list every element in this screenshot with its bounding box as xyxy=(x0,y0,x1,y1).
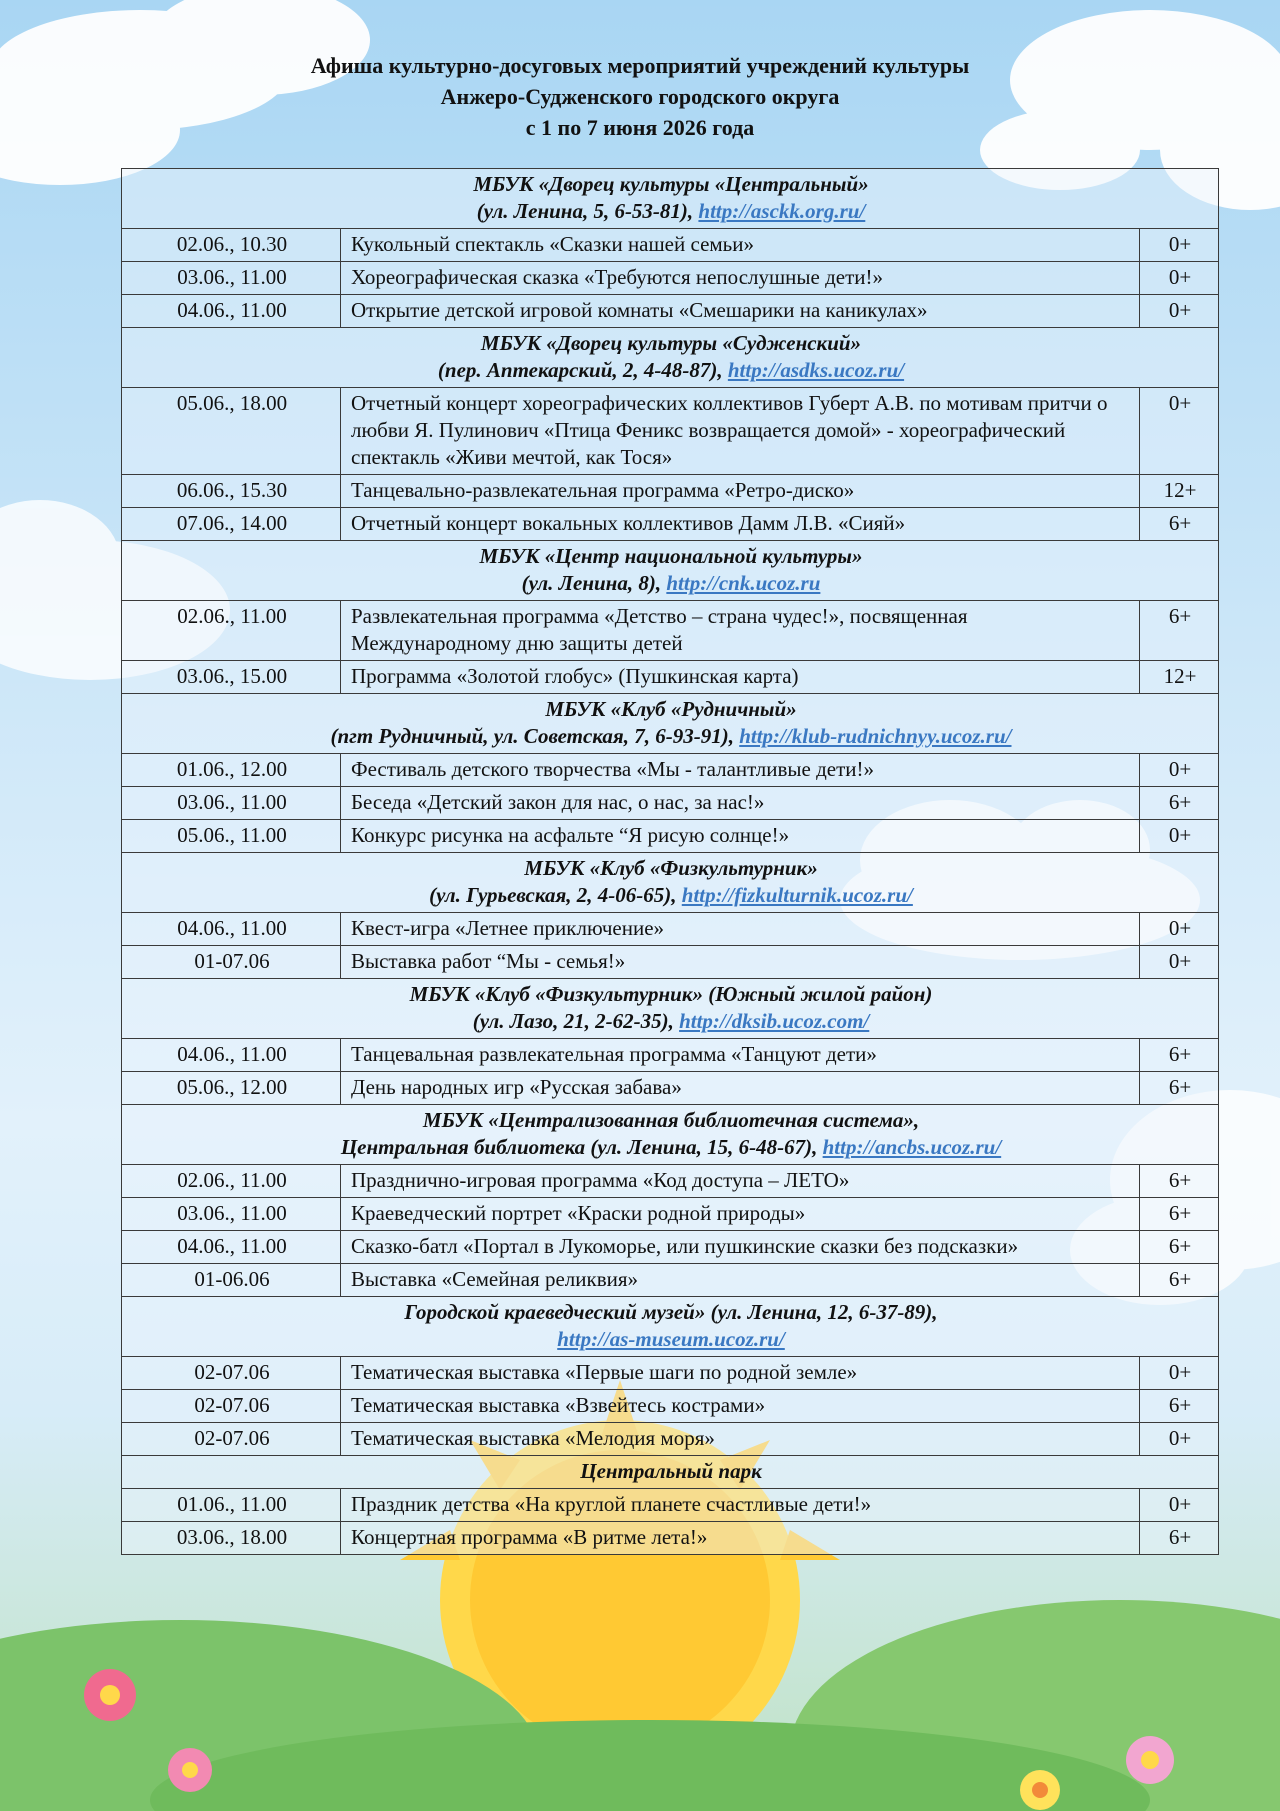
event-age-rating: 0+ xyxy=(1140,820,1219,853)
event-row xyxy=(122,1489,1219,1522)
section-link[interactable]: http://asckk.org.ru/ xyxy=(698,199,866,223)
event-date: 03.06., 18.00 xyxy=(122,1522,341,1555)
event-row xyxy=(122,601,1219,661)
event-title: Хореографическая сказка «Требуются непослушные дети!» xyxy=(341,262,1140,295)
section-address: Центральная библиотека (ул. Ленина, 15, 6-48-67), xyxy=(340,1135,818,1159)
event-date: 04.06., 11.00 xyxy=(122,1039,341,1072)
section-address: (пер. Аптекарский, 2, 4-48-87), xyxy=(437,358,723,382)
event-age-rating: 6+ xyxy=(1140,787,1219,820)
event-title: Танцевально-развлекательная программа «Ретро-диско» xyxy=(341,475,1140,508)
section-link[interactable]: http://as-museum.ucoz.ru/ xyxy=(557,1327,785,1351)
event-row xyxy=(122,820,1219,853)
event-row xyxy=(122,1039,1219,1072)
section-link[interactable]: http://cnk.ucoz.ru xyxy=(666,571,821,595)
event-row xyxy=(122,787,1219,820)
section-header-row xyxy=(122,694,1219,754)
section-header-row xyxy=(122,169,1219,229)
event-title: Развлекательная программа «Детство – страна чудес!», посвященная Международному дню защиты детей xyxy=(341,601,1140,661)
section-header xyxy=(122,853,1219,913)
event-date: 02-07.06 xyxy=(122,1423,341,1456)
event-date: 01-06.06 xyxy=(122,1264,341,1297)
section-title: Центральный парк xyxy=(580,1459,762,1483)
event-row xyxy=(122,754,1219,787)
event-date: 04.06., 11.00 xyxy=(122,1231,341,1264)
event-title: Беседа «Детский закон для нас, о нас, за нас!» xyxy=(341,787,1140,820)
event-age-rating: 6+ xyxy=(1140,508,1219,541)
section-header xyxy=(122,1105,1219,1165)
event-age-rating: 0+ xyxy=(1140,1423,1219,1456)
event-row xyxy=(122,946,1219,979)
event-date: 01.06., 11.00 xyxy=(122,1489,341,1522)
section-header-row xyxy=(122,1105,1219,1165)
event-row xyxy=(122,1357,1219,1390)
event-row xyxy=(122,508,1219,541)
events-table xyxy=(121,168,1219,1555)
section-header xyxy=(122,169,1219,229)
event-title: Конкурс рисунка на асфальте “Я рисую солнце!» xyxy=(341,820,1140,853)
event-title: Фестиваль детского творчества «Мы - талантливые дети!» xyxy=(341,754,1140,787)
header-title: Афиша культурно-досуговых мероприятий учреждений культуры xyxy=(310,53,970,78)
event-age-rating: 6+ xyxy=(1140,1264,1219,1297)
event-age-rating: 0+ xyxy=(1140,262,1219,295)
header-subtitle: Анжеро-Судженского городского округа xyxy=(440,84,840,109)
event-date: 05.06., 11.00 xyxy=(122,820,341,853)
event-age-rating: 6+ xyxy=(1140,1072,1219,1105)
event-row xyxy=(122,1264,1219,1297)
event-row xyxy=(122,661,1219,694)
event-row xyxy=(122,1165,1219,1198)
event-title: Кукольный спектакль «Сказки нашей семьи» xyxy=(341,229,1140,262)
event-title: Празднично-игровая программа «Код доступа – ЛЕТО» xyxy=(341,1165,1140,1198)
event-row xyxy=(122,1231,1219,1264)
event-title: День народных игр «Русская забава» xyxy=(341,1072,1140,1105)
section-header-row xyxy=(122,1297,1219,1357)
event-age-rating: 0+ xyxy=(1140,1357,1219,1390)
event-title: Выставка работ “Мы - семья!» xyxy=(341,946,1140,979)
section-title: МБУК «Клуб «Физкультурник» xyxy=(524,856,818,880)
event-title: Квест-игра «Летнее приключение» xyxy=(341,913,1140,946)
event-date: 07.06., 14.00 xyxy=(122,508,341,541)
section-header xyxy=(122,694,1219,754)
section-address: (ул. Гурьевская, 2, 4-06-65), xyxy=(429,883,677,907)
event-age-rating: 6+ xyxy=(1140,1231,1219,1264)
event-date: 04.06., 11.00 xyxy=(122,913,341,946)
section-address: (ул. Ленина, 5, 6-53-81), xyxy=(476,199,694,223)
event-age-rating: 0+ xyxy=(1140,754,1219,787)
section-title: МБУК «Клуб «Физкультурник» (Южный жилой район) xyxy=(409,982,933,1006)
section-link[interactable]: http://fizkulturnik.ucoz.ru/ xyxy=(681,883,913,907)
section-header-row xyxy=(122,1456,1219,1489)
event-row xyxy=(122,1198,1219,1231)
event-title: Тематическая выставка «Взвейтесь кострами» xyxy=(341,1390,1140,1423)
event-age-rating: 12+ xyxy=(1140,475,1219,508)
event-title: Праздник детства «На круглой планете счастливые дети!» xyxy=(341,1489,1140,1522)
section-link[interactable]: http://ancbs.ucoz.ru/ xyxy=(822,1135,1002,1159)
event-title: Концертная программа «В ритме лета!» xyxy=(341,1522,1140,1555)
event-date: 03.06., 11.00 xyxy=(122,262,341,295)
section-link[interactable]: http://asdks.ucoz.ru/ xyxy=(727,358,905,382)
section-title: МБУК «Дворец культуры «Судженский» xyxy=(480,331,862,355)
event-title: Краеведческий портрет «Краски родной природы» xyxy=(341,1198,1140,1231)
event-age-rating: 0+ xyxy=(1140,1489,1219,1522)
event-row xyxy=(122,1390,1219,1423)
event-age-rating: 0+ xyxy=(1140,946,1219,979)
event-age-rating: 6+ xyxy=(1140,601,1219,661)
section-header xyxy=(122,1297,1219,1357)
section-header-row xyxy=(122,328,1219,388)
event-date: 01.06., 12.00 xyxy=(122,754,341,787)
event-date: 03.06., 11.00 xyxy=(122,787,341,820)
event-date: 02.06., 11.00 xyxy=(122,1165,341,1198)
event-title: Танцевальная развлекательная программа «Танцуют дети» xyxy=(341,1039,1140,1072)
event-row xyxy=(122,388,1219,475)
section-header-row xyxy=(122,853,1219,913)
section-header xyxy=(122,1456,1219,1489)
section-link[interactable]: http://klub-rudnichnyy.ucoz.ru/ xyxy=(739,724,1012,748)
event-row xyxy=(122,262,1219,295)
event-date: 03.06., 15.00 xyxy=(122,661,341,694)
event-date: 05.06., 18.00 xyxy=(122,388,341,475)
event-date: 03.06., 11.00 xyxy=(122,1198,341,1231)
event-row xyxy=(122,1423,1219,1456)
event-date: 05.06., 12.00 xyxy=(122,1072,341,1105)
event-date: 02.06., 10.30 xyxy=(122,229,341,262)
section-header xyxy=(122,541,1219,601)
section-address: (ул. Лазо, 21, 2-62-35), xyxy=(472,1009,674,1033)
section-title: МБУК «Дворец культуры «Центральный» xyxy=(473,172,869,196)
section-title: МБУК «Центр национальной культуры» xyxy=(479,544,863,568)
event-row xyxy=(122,295,1219,328)
event-date: 02-07.06 xyxy=(122,1390,341,1423)
event-title: Сказко-батл «Портал в Лукоморье, или пушкинские сказки без подсказки» xyxy=(341,1231,1140,1264)
event-title: Открытие детской игровой комнаты «Смешарики на каникулах» xyxy=(341,295,1140,328)
event-date: 02.06., 11.00 xyxy=(122,601,341,661)
event-title: Выставка «Семейная реликвия» xyxy=(341,1264,1140,1297)
section-title: МБУК «Централизованная библиотечная система», xyxy=(422,1108,920,1132)
event-date: 04.06., 11.00 xyxy=(122,295,341,328)
event-title: Тематическая выставка «Мелодия моря» xyxy=(341,1423,1140,1456)
event-date: 01-07.06 xyxy=(122,946,341,979)
event-age-rating: 6+ xyxy=(1140,1198,1219,1231)
section-address: (ул. Ленина, 8), xyxy=(521,571,662,595)
event-age-rating: 0+ xyxy=(1140,913,1219,946)
section-header-row xyxy=(122,541,1219,601)
event-age-rating: 0+ xyxy=(1140,388,1219,475)
event-age-rating: 6+ xyxy=(1140,1165,1219,1198)
section-header-row xyxy=(122,979,1219,1039)
section-title: Городской краеведческий музей» (ул. Ленина, 12, 6-37-89), xyxy=(404,1300,938,1324)
section-header xyxy=(122,328,1219,388)
event-row xyxy=(122,1522,1219,1555)
event-age-rating: 0+ xyxy=(1140,295,1219,328)
section-header xyxy=(122,979,1219,1039)
event-age-rating: 12+ xyxy=(1140,661,1219,694)
event-row xyxy=(122,229,1219,262)
event-age-rating: 6+ xyxy=(1140,1522,1219,1555)
event-age-rating: 6+ xyxy=(1140,1039,1219,1072)
poster-header xyxy=(0,0,1280,143)
event-row xyxy=(122,1072,1219,1105)
event-age-rating: 6+ xyxy=(1140,1390,1219,1423)
event-row xyxy=(122,475,1219,508)
event-title: Тематическая выставка «Первые шаги по родной земле» xyxy=(341,1357,1140,1390)
event-date: 02-07.06 xyxy=(122,1357,341,1390)
section-address: (пгт Рудничный, ул. Советская, 7, 6-93-91), xyxy=(330,724,734,748)
event-title: Программа «Золотой глобус» (Пушкинская карта) xyxy=(341,661,1140,694)
section-link[interactable]: http://dksib.ucoz.com/ xyxy=(679,1009,870,1033)
event-age-rating: 0+ xyxy=(1140,229,1219,262)
section-title: МБУК «Клуб «Рудничный» xyxy=(545,697,797,721)
event-date: 06.06., 15.30 xyxy=(122,475,341,508)
event-title: Отчетный концерт хореографических коллективов Губерт А.В. по мотивам притчи о любви Я. Пулинович «Птица Феникс возвращается домой» - хореографический спектакль «Живи мечтой, как Тося» xyxy=(341,388,1140,475)
header-dates: с 1 по 7 июня 2026 года xyxy=(525,115,755,140)
event-row xyxy=(122,913,1219,946)
event-title: Отчетный концерт вокальных коллективов Дамм Л.В. «Сияй» xyxy=(341,508,1140,541)
